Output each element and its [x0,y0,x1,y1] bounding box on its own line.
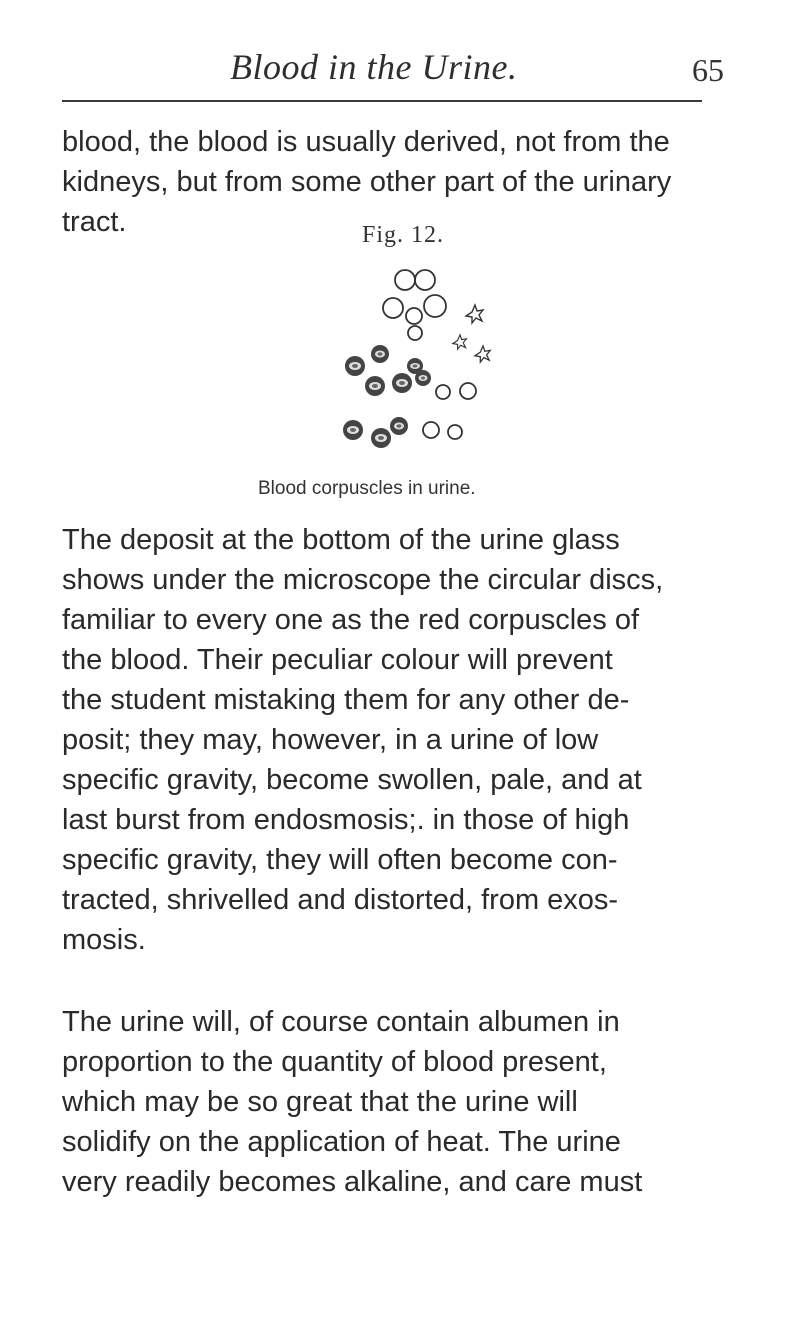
paragraph-continued-text: blood, the blood is usually derived, not from the kidneys, but from some other part of the urinary tract. [62,126,672,238]
pale-corpuscle [383,298,403,318]
corpuscles-drawing [285,258,555,476]
page-number: 65 [692,52,724,88]
pale-corpuscle [415,270,435,290]
crenated-corpuscle [466,305,483,323]
paragraph-deposit-text: The deposit at the bottom of the urine glass shows under the microscope the circular discs, familiar to every one as the red corpuscles of the blood. Their peculiar colour will prevent the student mistaking them for any other de- posit; they may, however, in a urine of low specific gravity, become swollen, pale, and at last burst from endosmosis;. in those of high specific gravity, they will often become con- tracted, shrivelled and distorted, from exos- mosis. [62,524,664,956]
pale-corpuscle [406,308,422,324]
pale-corpuscle [423,422,439,438]
red-corpuscle [345,356,365,376]
header-rule [62,100,702,102]
figure-caption: Blood corpuscles in urine. [258,478,476,499]
pale-corpuscle [448,425,462,439]
red-corpuscle [371,428,391,448]
red-corpuscle [390,417,408,435]
running-title: Blood in the Urine. [230,47,518,87]
pale-corpuscle [424,295,446,317]
figure-label: Fig. 12. [362,222,445,248]
pale-corpuscle [408,326,422,340]
red-corpuscle [343,420,363,440]
crenated-corpuscle [453,335,467,349]
pale-corpuscle [395,270,415,290]
pale-corpuscle [436,385,450,399]
paragraph-deposit [62,520,722,960]
red-corpuscle [415,370,431,386]
red-corpuscle [371,345,389,363]
red-corpuscle [392,373,412,393]
red-corpuscle [365,376,385,396]
paragraph-albumen-text: The urine will, of course contain albumen in proportion to the quantity of blood present, which may be so great that the urine will solidify on the application of heat. The urine very readily becomes alkaline, and care must [62,1006,643,1198]
paragraph-albumen [62,1002,722,1202]
crenated-corpuscle [475,346,490,362]
pale-corpuscle [460,383,476,399]
blood-corpuscles-illustration [285,258,555,476]
